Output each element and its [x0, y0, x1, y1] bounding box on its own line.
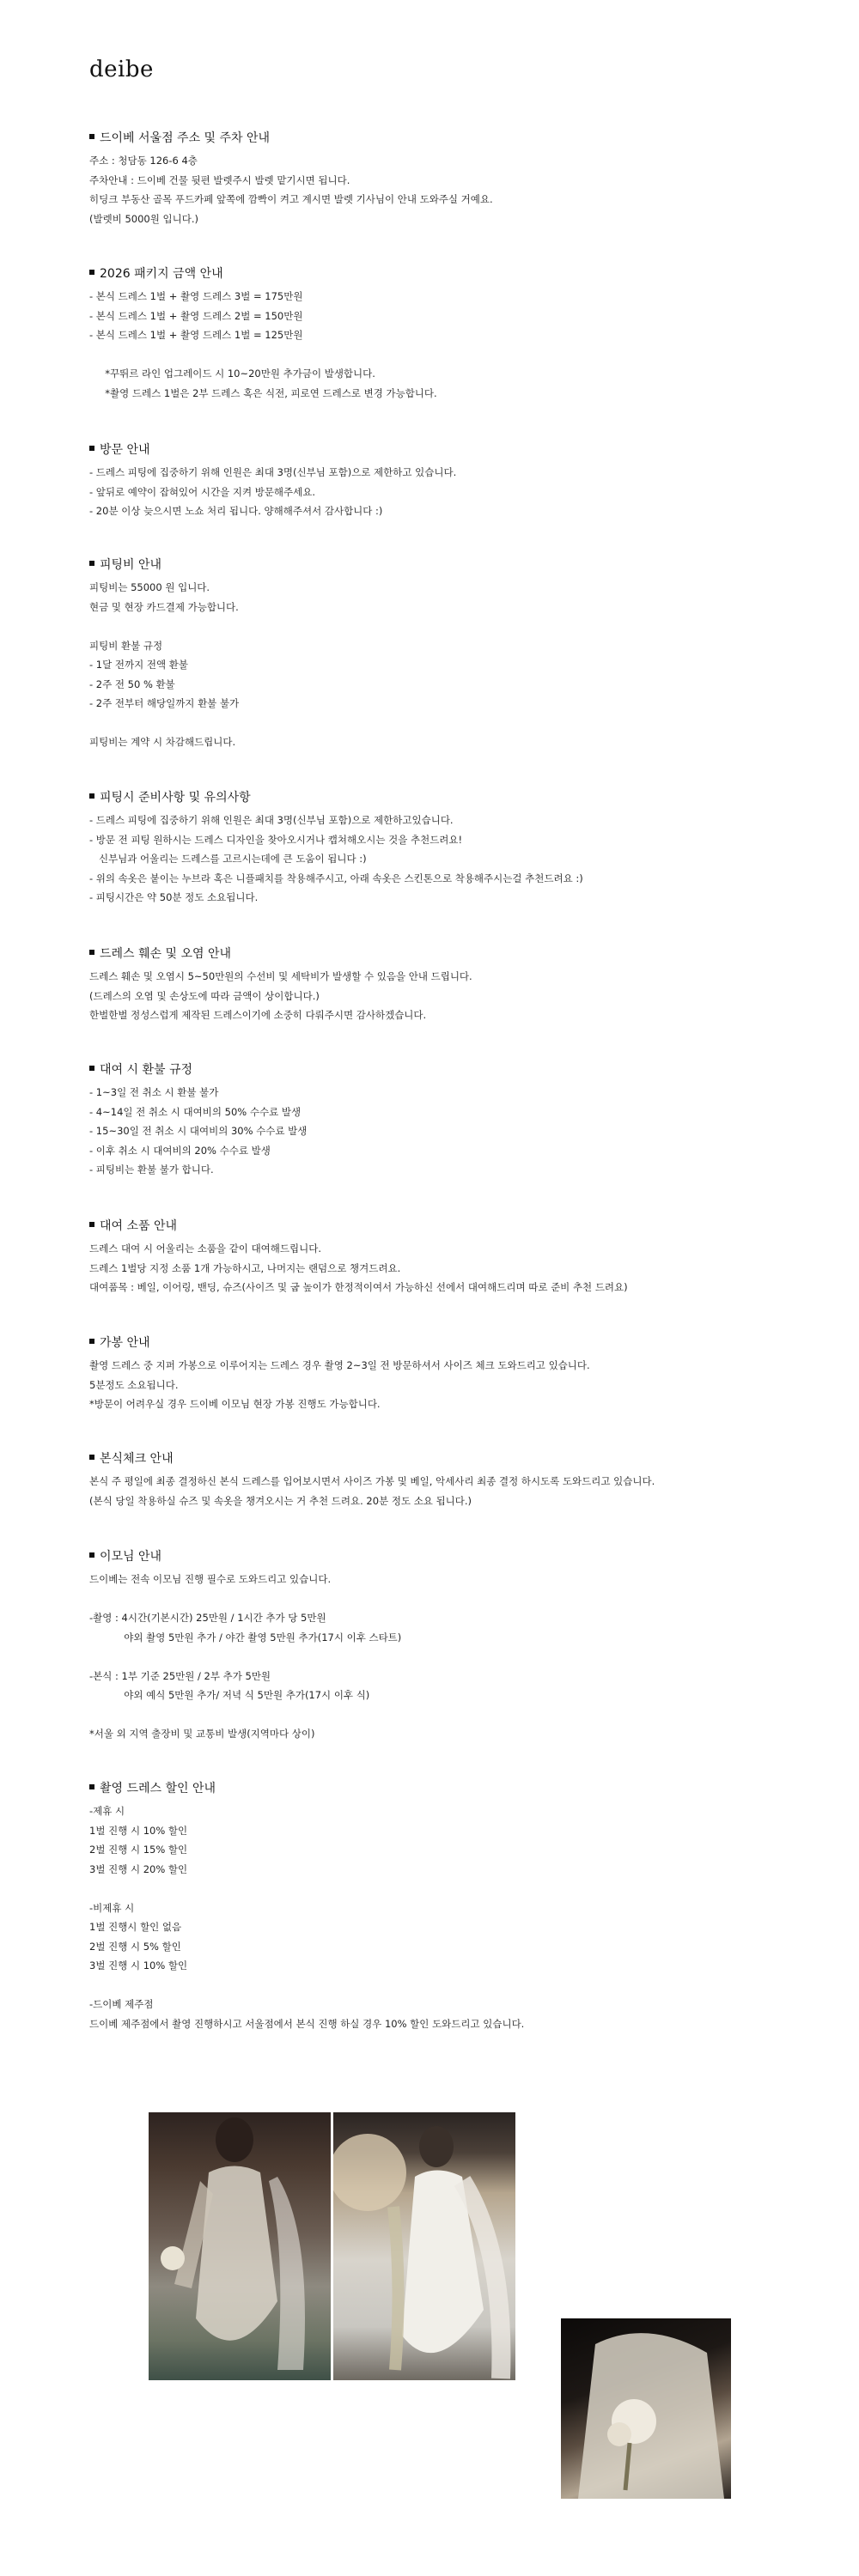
section-line	[89, 1879, 777, 1899]
section-line: 피팅비는 55000 원 입니다.	[89, 581, 210, 593]
section-title-text: 2026 패키지 금액 안내	[100, 267, 223, 281]
section-line: 신부님과 어울리는 드레스를 고르시는데에 큰 도움이 됩니다 :)	[89, 853, 367, 865]
section-line: 야외 촬영 5만원 추가 / 야간 촬영 5만원 추가(17시 이후 스타트)	[89, 1631, 402, 1643]
section-line: 피팅비 환불 규정	[89, 639, 163, 652]
section-line: -제휴 시	[89, 1805, 125, 1817]
section-line: -본식 : 1부 기준 25만원 / 2부 추가 5만원	[89, 1669, 271, 1682]
section-line: (본식 당일 착용하실 슈즈 및 속옷을 챙겨오시는 거 추천 드려요. 20분 정도 소요 됩니다.)	[89, 1494, 472, 1507]
section-line: - 본식 드레스 1벌 + 촬영 드레스 2벌 = 150만원	[89, 309, 303, 322]
square-bullet-icon	[89, 270, 94, 275]
section-line: -비제휴 시	[89, 1901, 135, 1914]
section-line	[89, 1705, 777, 1725]
section-title-text: 피팅시 준비사항 및 유의사항	[100, 791, 251, 805]
section-line: 드이베 제주점에서 촬영 진행하시고 서울점에서 본식 진행 하실 경우 10% 할인 도와드리고 있습니다.	[89, 2017, 525, 2030]
square-bullet-icon	[89, 134, 94, 139]
section-line	[89, 1976, 777, 1996]
section-line: 드레스 대여 시 어울리는 소품을 같이 대여해드립니다.	[89, 1242, 321, 1255]
section-line: 5분정도 소요됩니다.	[89, 1378, 179, 1391]
section-fitting-check	[89, 1334, 777, 1414]
section-title	[89, 1779, 777, 1798]
dress-photo-1	[149, 2112, 331, 2380]
section-shoot-discount	[89, 1779, 777, 2033]
section-dress-damage	[89, 945, 777, 1025]
section-title-text: 피팅비 안내	[100, 558, 162, 572]
section-title-text: 드레스 훼손 및 오염 안내	[100, 947, 232, 961]
section-line: - 15~30일 전 취소 시 대여비의 30% 수수료 발생	[89, 1125, 308, 1137]
section-line: - 본식 드레스 1벌 + 촬영 드레스 1벌 = 125만원	[89, 329, 303, 341]
section-visit-info	[89, 440, 777, 521]
section-line: 주차안내 : 드이베 건물 뒷편 발렛주시 발렛 맡기시면 됩니다.	[89, 173, 350, 186]
section-line: - 위의 속옷은 붙이는 누브라 혹은 니플패치를 착용해주시고, 아래 속옷은 스킨톤으로 착용해주시는걸 추천드려요 :)	[89, 872, 583, 884]
section-line: 대여품목 : 베일, 이어링, 밴딩, 슈즈(사이즈 및 굽 높이가 한정적이여서 가능하신 선에서 대여해드리며 따로 준비 추천 드려요)	[89, 1281, 628, 1293]
section-rental-refund	[89, 1060, 777, 1180]
section-line: (드레스의 오염 및 손상도에 따라 금액이 상이합니다.)	[89, 989, 320, 1002]
section-line: 한벌한벌 정성스럽게 제작된 드레스이기에 소중히 다뤄주시면 감사하겠습니다.	[89, 1009, 427, 1021]
section-title	[89, 1217, 777, 1236]
square-bullet-icon	[89, 1339, 94, 1344]
section-package-price	[89, 264, 777, 403]
section-title	[89, 129, 777, 148]
square-bullet-icon	[89, 446, 94, 451]
square-bullet-icon	[89, 1784, 94, 1789]
section-line: *서울 외 지역 출장비 및 교통비 발생(지역마다 상이)	[89, 1728, 315, 1740]
section-line: 1벌 진행시 할인 없음	[89, 1921, 182, 1933]
section-line: -촬영 : 4시간(기본시간) 25만원 / 1시간 추가 당 5만원	[89, 1612, 326, 1624]
section-title-text: 드이베 서울점 주소 및 주차 안내	[100, 131, 271, 145]
section-line: 드레스 훼손 및 오염시 5~50만원의 수선비 및 세탁비가 발생할 수 있음을 안내 드립니다.	[89, 970, 472, 982]
section-line: *방문이 어려우실 경우 드이베 이모님 현장 가봉 진행도 가능합니다.	[89, 1398, 381, 1410]
square-bullet-icon	[89, 1552, 94, 1558]
square-bullet-icon	[89, 793, 94, 799]
section-line: 주소 : 청담동 126-6 4층	[89, 155, 198, 167]
section-line: - 방문 전 피팅 원하시는 드레스 디자인을 찾아오시거나 캡쳐해오시는 것을 추천드려요!	[89, 833, 463, 846]
section-line: - 20분 이상 늦으시면 노쇼 처리 됩니다. 양해해주셔서 감사합니다 :)	[89, 505, 383, 517]
section-line: - 1~3일 전 취소 시 환불 불가	[89, 1086, 219, 1098]
section-line: - 2주 전부터 해당일까지 환불 불가	[89, 697, 240, 709]
section-seoul-address	[89, 129, 777, 228]
section-title	[89, 556, 777, 574]
section-line: 드이베는 전속 이모님 진행 필수로 도와드리고 있습니다.	[89, 1573, 332, 1585]
section-title-text: 대여 시 환불 규정	[100, 1063, 193, 1077]
square-bullet-icon	[89, 1066, 94, 1071]
section-line: 피팅비는 계약 시 차감해드립니다.	[89, 736, 236, 748]
section-title-text: 이모님 안내	[100, 1550, 162, 1564]
section-line	[89, 1589, 777, 1609]
section-line: 본식 주 평일에 최종 결정하신 본식 드레스를 입어보시면서 사이즈 가봉 및 베일, 악세사리 최종 결정 하시도록 도와드리고 있습니다.	[89, 1475, 655, 1487]
section-line: 현금 및 현장 카드결제 가능합니다.	[89, 600, 239, 613]
dress-photo-2	[333, 2112, 515, 2380]
section-line: 드레스 1벌당 지정 소품 1개 가능하시고, 나머지는 랜덤으로 챙겨드려요.	[89, 1261, 401, 1274]
section-line: 2벌 진행 시 15% 할인	[89, 1844, 188, 1856]
square-bullet-icon	[89, 561, 94, 566]
section-title-text: 본식체크 안내	[100, 1452, 174, 1466]
section-line: - 피팅비는 환불 불가 합니다.	[89, 1163, 214, 1176]
section-rental-props	[89, 1217, 777, 1297]
section-line: 3벌 진행 시 20% 할인	[89, 1862, 188, 1875]
section-line: - 2주 전 50 % 환불	[89, 677, 175, 690]
section-line: - 드레스 피팅에 집중하기 위해 인원은 최대 3명(신부님 포함)으로 제한하고 있습니다.	[89, 466, 457, 478]
section-title-text: 촬영 드레스 할인 안내	[100, 1782, 216, 1795]
brand-logo: deibe	[89, 57, 154, 82]
section-line: - 4~14일 전 취소 시 대여비의 50% 수수료 발생	[89, 1105, 302, 1118]
section-line	[89, 345, 777, 365]
section-title	[89, 1334, 777, 1352]
section-line: - 이후 취소 시 대여비의 20% 수수료 발생	[89, 1144, 271, 1157]
section-title	[89, 1449, 777, 1468]
section-line: - 드레스 피팅에 집중하기 위해 인원은 최대 3명(신부님 포함)으로 제한하고있습니다.	[89, 814, 454, 826]
section-line: *꾸뛰르 라인 업그레이드 시 10~20만원 추가금이 발생합니다.	[89, 368, 375, 380]
section-title	[89, 945, 777, 963]
section-line	[89, 617, 777, 636]
section-helper-info	[89, 1547, 777, 1744]
dress-photo-3	[561, 2318, 731, 2499]
square-bullet-icon	[89, 1455, 94, 1460]
section-line: - 피팅시간은 약 50분 정도 소요됩니다.	[89, 891, 259, 903]
section-fitting-prep	[89, 788, 777, 908]
section-line: 촬영 드레스 중 지퍼 가봉으로 이루어지는 드레스 경우 촬영 2~3일 전 방문하셔서 사이즈 체크 도와드리고 있습니다.	[89, 1359, 590, 1371]
section-wedding-check	[89, 1449, 777, 1510]
section-line: (발렛비 5000원 입니다.)	[89, 212, 198, 225]
section-fitting-fee	[89, 556, 777, 752]
section-title	[89, 264, 777, 283]
section-line: - 1달 전까지 전액 환불	[89, 659, 188, 671]
square-bullet-icon	[89, 950, 94, 955]
section-line: 히딩크 부동산 골목 푸드카페 앞쪽에 깜빡이 켜고 계시면 발렛 기사님이 안내 도와주실 거예요.	[89, 193, 493, 205]
section-line: 1벌 진행 시 10% 할인	[89, 1824, 188, 1837]
section-line: - 본식 드레스 1벌 + 촬영 드레스 3벌 = 175만원	[89, 290, 303, 302]
section-title	[89, 1060, 777, 1079]
section-line: -드이베 제주점	[89, 1998, 154, 2010]
section-title-text: 대여 소품 안내	[100, 1219, 178, 1233]
section-line: 야외 예식 5만원 추가/ 저녁 식 5만원 추가(17시 이후 식)	[89, 1689, 370, 1701]
section-title-text: 가봉 안내	[100, 1336, 150, 1350]
section-line	[89, 1647, 777, 1667]
section-title-text: 방문 안내	[100, 443, 150, 457]
section-line	[89, 714, 777, 733]
section-title	[89, 788, 777, 807]
section-line: 3벌 진행 시 10% 할인	[89, 1959, 188, 1971]
square-bullet-icon	[89, 1222, 94, 1227]
section-line: *촬영 드레스 1벌은 2부 드레스 혹은 식전, 피로연 드레스로 변경 가능합니다.	[89, 386, 437, 399]
section-line: 2벌 진행 시 5% 할인	[89, 1940, 181, 1953]
section-title	[89, 1547, 777, 1566]
section-title	[89, 440, 777, 459]
section-line: - 앞뒤로 예약이 잡혀있어 시간을 지켜 방문해주세요.	[89, 485, 316, 498]
